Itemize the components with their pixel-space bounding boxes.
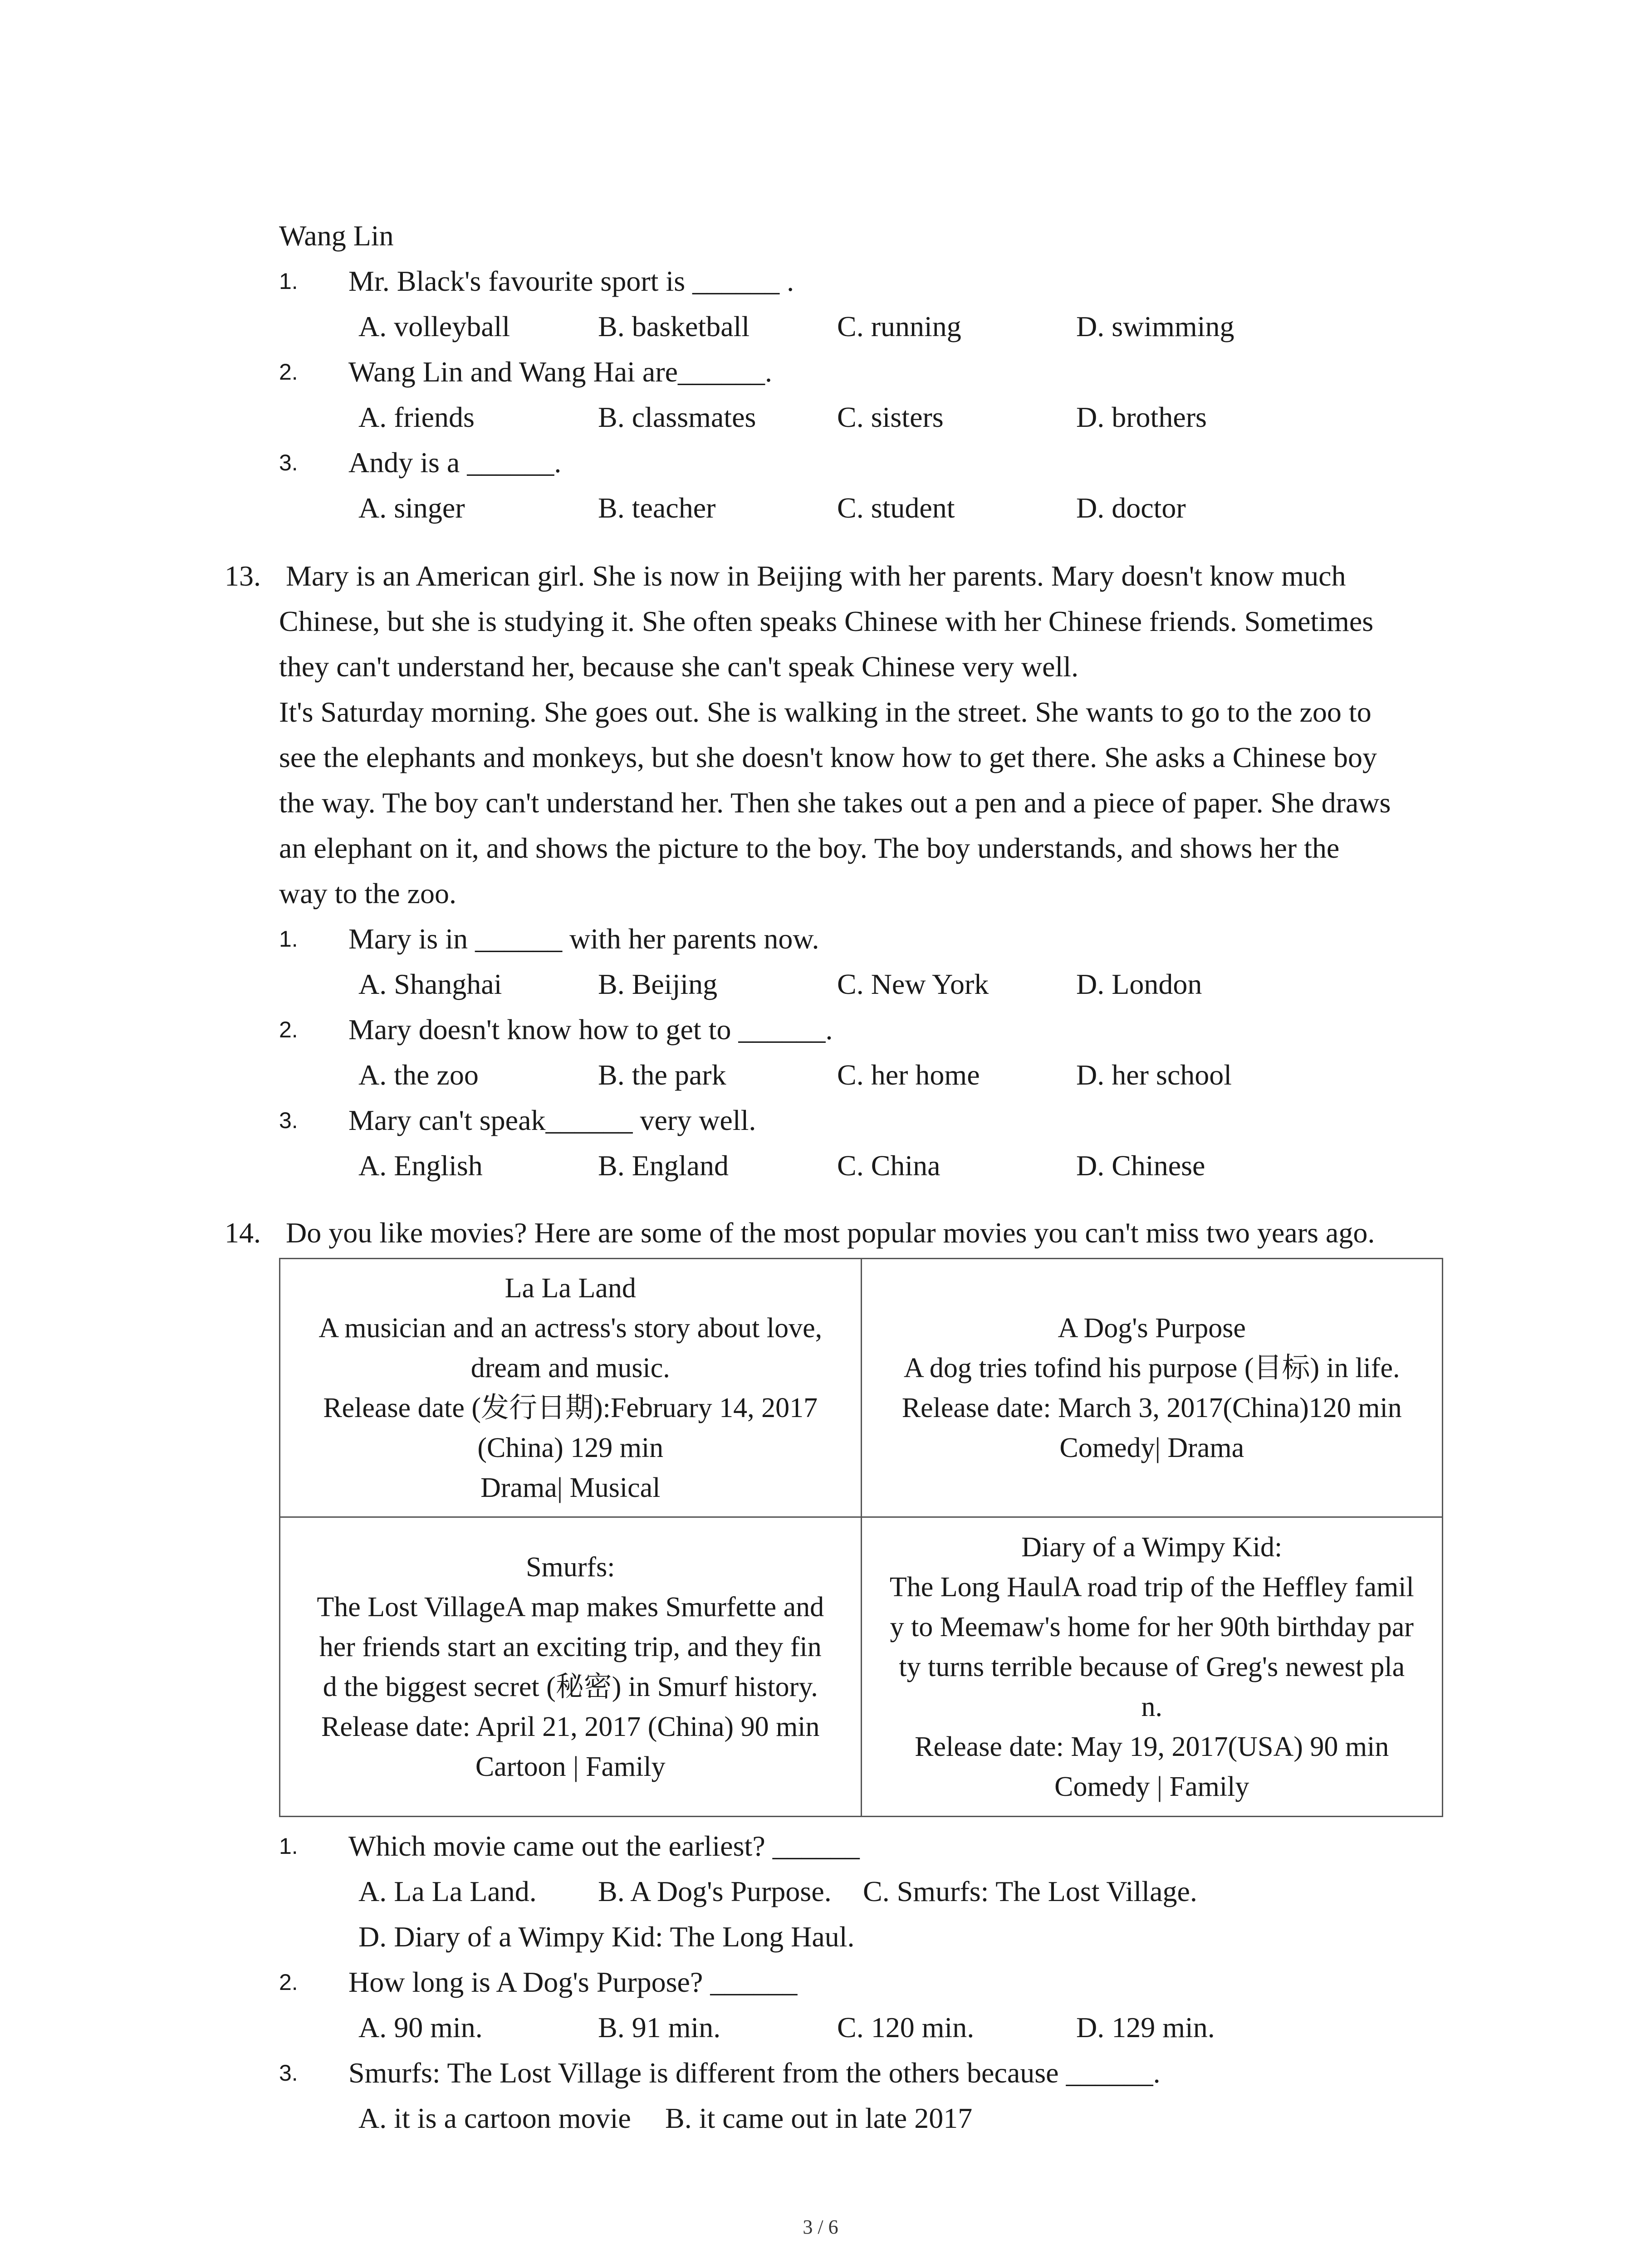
movie-cell-la-la-land <box>280 1259 862 1517</box>
option-a: A. friends <box>358 401 475 433</box>
movie-genre: Drama| Musical <box>480 1472 661 1503</box>
option-d: D. Chinese <box>1076 1149 1205 1182</box>
table-row <box>280 1517 1443 1817</box>
options-row <box>358 1143 1447 1188</box>
option-c: C. China <box>837 1149 941 1182</box>
option-d: D. 129 min. <box>1076 2011 1215 2043</box>
movie-title: A Dog's Purpose <box>1058 1312 1246 1344</box>
option-b: B. it came out in late 2017 <box>665 2102 973 2134</box>
option-c: C. student <box>837 492 955 524</box>
option-b: B. basketball <box>598 310 750 342</box>
movie-title: Smurfs: <box>526 1551 615 1583</box>
movie-text: The Long HaulA road trip of the Heffley famil <box>889 1571 1414 1603</box>
question-number: 3. <box>279 2060 298 2086</box>
option-a: A. La La Land. <box>358 1875 537 1907</box>
option-b: B. Beijing <box>598 968 718 1000</box>
movie-cell-wimpy-kid <box>861 1517 1443 1817</box>
option-c: C. her home <box>837 1059 980 1091</box>
question-number: 1. <box>279 269 298 294</box>
question-number: 2. <box>279 1970 298 1995</box>
option-b: B. 91 min. <box>598 2011 721 2043</box>
movie-text: The Lost VillageA map makes Smurfette and <box>317 1591 824 1623</box>
passage-line: way to the zoo. <box>279 877 456 909</box>
movie-release: Release date (发行日期):February 14, 2017 <box>323 1392 818 1423</box>
movie-cell-a-dogs-purpose <box>861 1259 1443 1517</box>
options-row <box>358 485 1447 531</box>
movie-text: y to Meemaw's home for her 90th birthday par <box>890 1611 1414 1642</box>
passage-line: Chinese, but she is studying it. She often speaks Chinese with her Chinese friends. Sometimes <box>279 605 1374 637</box>
option-a: A. singer <box>358 492 465 524</box>
movie-genre: Comedy | Family <box>1054 1771 1249 1802</box>
section-intro: Do you like movies? Here are some of the most popular movies you can't miss two years ago. <box>286 1217 1375 1249</box>
movie-genre: Comedy| Drama <box>1059 1432 1244 1463</box>
option-a: A. it is a cartoon movie <box>358 2102 631 2134</box>
movie-title: Diary of a Wimpy Kid: <box>1021 1531 1283 1563</box>
question-stem: How long is A Dog's Purpose? ______ <box>348 1966 798 1998</box>
question-number: 3. <box>279 1108 298 1133</box>
option-d: D. Diary of a Wimpy Kid: The Long Haul. <box>358 1921 855 1953</box>
question-stem: Which movie came out the earliest? ______ <box>348 1830 860 1862</box>
movie-genre: Cartoon | Family <box>475 1751 666 1782</box>
movie-text: d the biggest secret (秘密) in Smurf history. <box>323 1671 818 1702</box>
movie-cell-smurfs <box>280 1517 862 1817</box>
passage-line: see the elephants and monkeys, but she doesn't know how to get there. She asks a Chinese boy <box>279 741 1377 773</box>
question-number: 3. <box>279 450 298 475</box>
option-d: D. brothers <box>1076 401 1207 433</box>
question-stem: Andy is a ______. <box>348 446 562 479</box>
options-row <box>358 1869 1447 1914</box>
option-b: B. the park <box>598 1059 726 1091</box>
movie-text: n. <box>1141 1691 1162 1722</box>
movie-release: Release date: May 19, 2017(USA) 90 min <box>915 1731 1389 1762</box>
question-stem: Mr. Black's favourite sport is ______ . <box>348 265 794 297</box>
movie-text: her friends start an exciting trip, and they fin <box>319 1631 822 1662</box>
movie-text: ty turns terrible because of Greg's newest pla <box>899 1651 1405 1682</box>
option-a: A. English <box>358 1149 483 1182</box>
option-d: D. swimming <box>1076 310 1234 342</box>
movie-text: A musician and an actress's story about love, <box>318 1312 823 1344</box>
option-d: D. her school <box>1076 1059 1232 1091</box>
option-b: B. England <box>598 1149 729 1182</box>
question-stem: Wang Lin and Wang Hai are______. <box>348 356 773 388</box>
question-number: 2. <box>279 359 298 385</box>
option-d: D. doctor <box>1076 492 1186 524</box>
option-a: A. Shanghai <box>358 968 502 1000</box>
option-d: D. London <box>1076 968 1202 1000</box>
options-row <box>358 2096 1447 2141</box>
question-stem: Smurfs: The Lost Village is different from the others because ______. <box>348 2057 1161 2089</box>
passage-line: It's Saturday morning. She goes out. She is walking in the street. She wants to go to the zoo to <box>279 696 1372 728</box>
movie-text: A dog tries tofind his purpose (目标) in life. <box>904 1352 1400 1383</box>
option-c: C. Smurfs: The Lost Village. <box>863 1875 1197 1907</box>
option-b: B. teacher <box>598 492 716 524</box>
option-c: C. sisters <box>837 401 944 433</box>
options-row <box>358 962 1447 1007</box>
option-c: C. 120 min. <box>837 2011 975 2043</box>
question-stem: Mary can't speak______ very well. <box>348 1104 756 1136</box>
signature-wang-lin: Wang Lin <box>279 220 394 252</box>
movie-release: Release date: March 3, 2017(China)120 min <box>901 1392 1402 1423</box>
table-row <box>280 1259 1443 1517</box>
passage-line: Mary is an American girl. She is now in Beijing with her parents. Mary doesn't know much <box>286 560 1346 592</box>
option-b: B. classmates <box>598 401 756 433</box>
option-c: C. running <box>837 310 961 342</box>
movies-table <box>279 1258 1443 1817</box>
passage-line: an elephant on it, and shows the picture to the boy. The boy understands, and shows her the <box>279 832 1340 864</box>
movie-text: dream and music. <box>470 1352 670 1383</box>
option-a: A. volleyball <box>358 310 510 342</box>
options-row <box>358 395 1447 440</box>
page-number: 3 / 6 <box>803 2216 838 2238</box>
option-a: A. 90 min. <box>358 2011 483 2043</box>
options-row <box>358 1052 1447 1098</box>
movie-title: La La Land <box>505 1272 636 1304</box>
question-number: 1. <box>279 926 298 952</box>
section-number-13: 13. <box>225 560 261 592</box>
question-number: 2. <box>279 1017 298 1042</box>
passage-line: the way. The boy can't understand her. Then she takes out a pen and a piece of paper. She draws <box>279 787 1391 819</box>
movie-release: (China) 129 min <box>477 1432 664 1463</box>
option-c: C. New York <box>837 968 989 1000</box>
question-number: 1. <box>279 1833 298 1859</box>
movie-release: Release date: April 21, 2017 (China) 90 min <box>321 1711 820 1742</box>
section-number-14: 14. <box>225 1217 261 1249</box>
question-stem: Mary is in ______ with her parents now. <box>348 923 819 955</box>
options-row <box>358 2005 1447 2050</box>
option-b: B. A Dog's Purpose. <box>598 1875 832 1907</box>
options-row <box>358 304 1447 349</box>
question-stem: Mary doesn't know how to get to ______. <box>348 1013 833 1046</box>
passage-line: they can't understand her, because she can't speak Chinese very well. <box>279 650 1079 683</box>
option-a: A. the zoo <box>358 1059 479 1091</box>
